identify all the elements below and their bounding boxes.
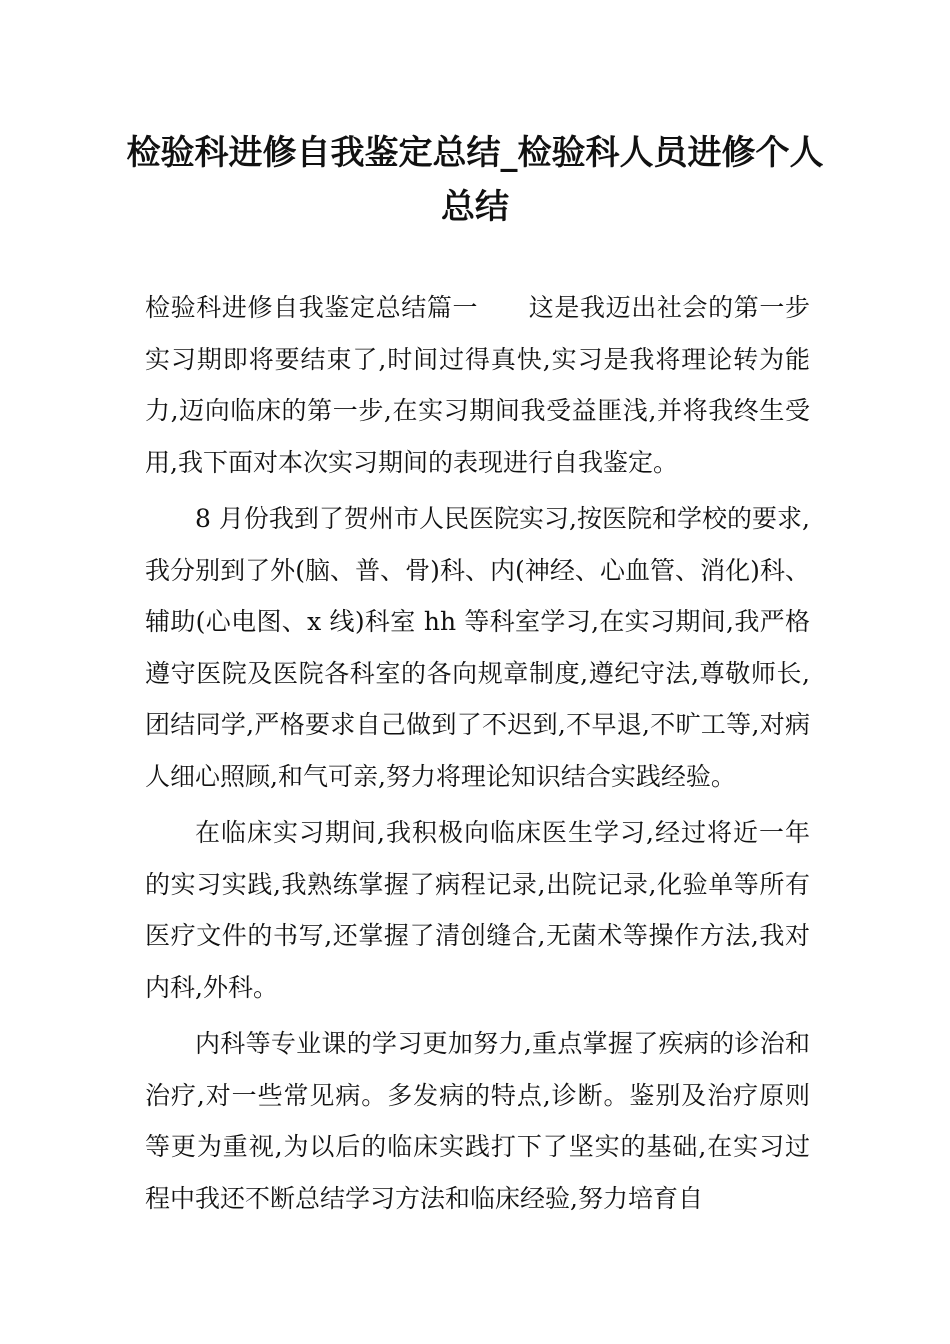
document-body [145, 282, 810, 1229]
paragraph: 内科等专业课的学习更加努力,重点掌握了疾病的诊治和治疗,对一些常见病。多发病的特点,诊断。鉴别及治疗原则等更为重视,为以后的临床实践打下了坚实的基础,在实习过程中我还不断总结学习方法和临床经验,努力培育自 [145, 1029, 810, 1213]
paragraph-text: 这是我迈出社会的第一步实习期即将要结束了,时间过得真快,实习是我将理论转为能力,迈向临床的第一步,在实习期间我受益匪浅,并将我终生受用,我下面对本次实习期间的表现进行自我鉴定。 [145, 293, 810, 477]
paragraph-intro [145, 282, 810, 488]
paragraph: 8 月份我到了贺州市人民医院实习,按医院和学校的要求,我分别到了外(脑、普、骨)科、内(神经、心血管、消化)科、辅助(心电图、x 线)科室 hh 等科室学习,在实习期间,我严格遵守医院及医院各科室的各向规章制度,遵纪守法,尊敬师长,团结同学,严格要求自己做到了不迟到,不早退,不旷工等,对病人细心照顾,和气可亲,努力将理论知识结合实践经验。 [145, 504, 810, 791]
section-heading: 检验科进修自我鉴定总结篇一 [145, 293, 479, 322]
document-title: 检验科进修自我鉴定总结_检验科人员进修个人总结 [126, 133, 824, 227]
paragraph: 在临床实习期间,我积极向临床医生学习,经过将近一年的实习实践,我熟练掌握了病程记录,出院记录,化验单等所有医疗文件的书写,还掌握了清创缝合,无菌术等操作方法,我对内科,外科。 [145, 818, 810, 1002]
